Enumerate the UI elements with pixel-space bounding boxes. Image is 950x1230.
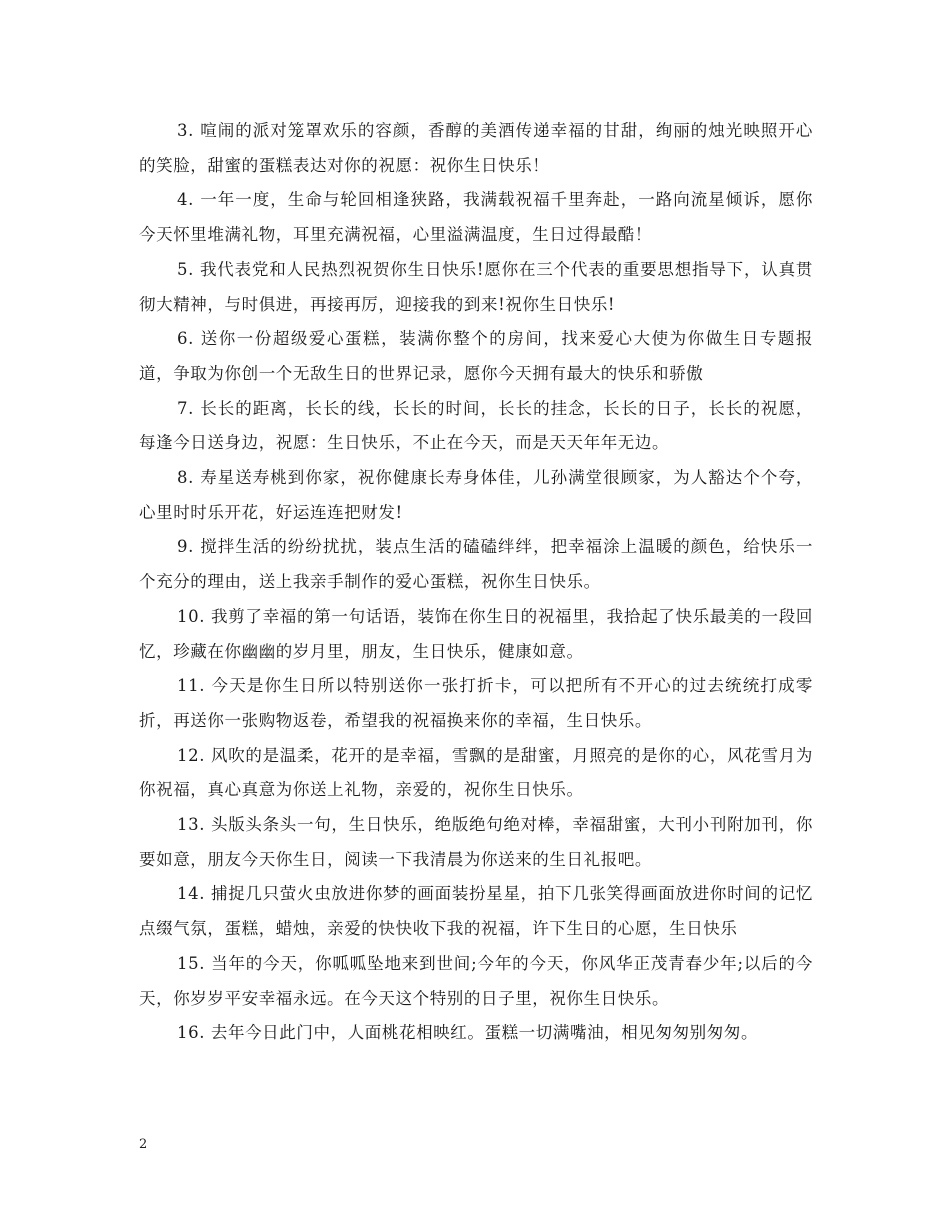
paragraph-item-3: 3. 喧闹的派对笼罩欢乐的容颜，香醇的美酒传递幸福的甘甜，绚丽的烛光映照开心的笑脸，甜蜜的蛋糕表达对你的祝愿：祝你生日快乐！ — [139, 121, 813, 175]
paragraph-item-16: 16. 去年今日此门中，人面桃花相映红。蛋糕一切满嘴油，相见匆匆别匆匆。 — [177, 1023, 759, 1043]
document-body — [139, 114, 813, 1051]
paragraph-item-13: 13. 头版头条头一句，生日快乐，绝版绝句绝对棒，幸福甜蜜，大刊小刊附加刊，你要如意，朋友今天你生日，阅读一下我清晨为你送来的生日礼报吧。 — [139, 815, 813, 869]
paragraph-item-5: 5. 我代表党和人民热烈祝贺你生日快乐!愿你在三个代表的重要思想指导下，认真贯彻大精神，与时俱进，再接再厉，迎接我的到来!祝你生日快乐! — [139, 259, 813, 314]
paragraph-item-7: 7. 长长的距离，长长的线，长长的时间，长长的挂念，长长的日子，长长的祝愿，每逢今日送身边，祝愿：生日快乐，不止在今天，而是天天年年无边。 — [139, 398, 813, 453]
paragraph-item-10: 10. 我剪了幸福的第一句话语，装饰在你生日的祝福里，我拾起了快乐最美的一段回忆，珍藏在你幽幽的岁月里，朋友，生日快乐，健康如意。 — [139, 606, 813, 661]
paragraph-item-9: 9. 搅拌生活的纷纷扰扰，装点生活的磕磕绊绊，把幸福涂上温暖的颜色，给快乐一个充分的理由，送上我亲手制作的爱心蛋糕，祝你生日快乐。 — [139, 537, 813, 592]
paragraph-item-8: 8. 寿星送寿桃到你家，祝你健康长寿身体佳，儿孙满堂很顾家，为人豁达个个夸，心里时时乐开花，好运连连把财发! — [139, 468, 813, 522]
paragraph-item-14: 14. 捕捉几只萤火虫放进你梦的画面装扮星星，拍下几张笑得画面放进你时间的记忆点缀气氛，蛋糕，蜡烛，亲爱的快快收下我的祝福，许下生日的心愿，生日快乐 — [139, 884, 813, 939]
page-number: 2 — [139, 1137, 148, 1152]
paragraph-item-15: 15. 当年的今天，你呱呱坠地来到世间;今年的今天，你风华正茂青春少年;以后的今天，你岁岁平安幸福永远。在今天这个特别的日子里，祝你生日快乐。 — [139, 953, 813, 1008]
paragraph-item-4: 4. 一年一度，生命与轮回相逢狭路，我满载祝福千里奔赴，一路向流星倾诉，愿你今天怀里堆满礼物，耳里充满祝福，心里溢满温度，生日过得最酷！ — [139, 190, 813, 245]
paragraph-item-11: 11. 今天是你生日所以特别送你一张打折卡，可以把所有不开心的过去统统打成零折，再送你一张购物返卷，希望我的祝福换来你的幸福，生日快乐。 — [139, 676, 813, 730]
paragraph-item-12: 12. 风吹的是温柔，花开的是幸福，雪飘的是甜蜜，月照亮的是你的心，风花雪月为你祝福，真心真意为你送上礼物，亲爱的，祝你生日快乐。 — [139, 745, 813, 800]
paragraph-item-6: 6. 送你一份超级爱心蛋糕，装满你整个的房间，找来爱心大使为你做生日专题报道，争取为你创一个无敌生日的世界记录，愿你今天拥有最大的快乐和骄傲 — [139, 329, 813, 383]
